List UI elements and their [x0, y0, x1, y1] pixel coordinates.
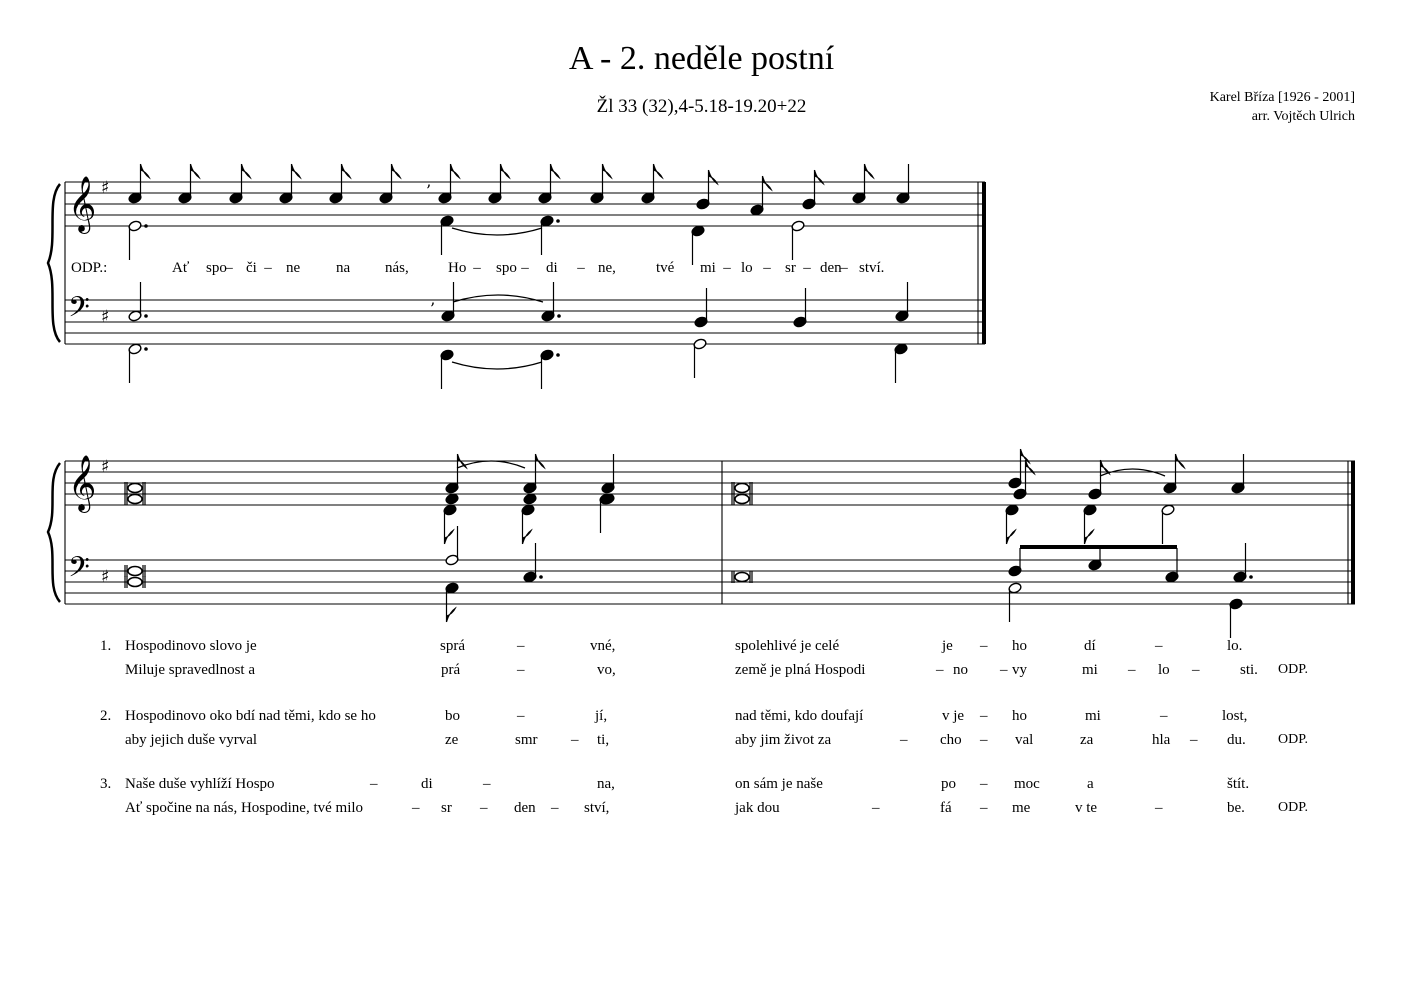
- note: [128, 282, 148, 322]
- verse-number: 1.: [100, 638, 112, 654]
- dot: [144, 347, 148, 351]
- note: [538, 164, 560, 204]
- flag: [141, 164, 150, 178]
- flag: [447, 608, 456, 622]
- note: [540, 215, 560, 255]
- verse-text-segment: štít.: [1227, 776, 1250, 792]
- tie: [452, 228, 542, 235]
- flag: [1007, 530, 1016, 544]
- note: [693, 338, 707, 378]
- verse-text-segment: –: [980, 732, 988, 748]
- system-1-bass-notes: [128, 282, 909, 389]
- sharp-icon: ♯: [101, 567, 110, 587]
- verse-text-segment: fá: [940, 800, 952, 816]
- note: [896, 164, 910, 204]
- refrain-syllable: den: [820, 260, 842, 276]
- note: [691, 225, 705, 265]
- note: [641, 164, 663, 204]
- note: [441, 282, 455, 322]
- note: [128, 220, 148, 260]
- verse-text-segment: no: [953, 662, 968, 678]
- refrain-syllable: Ať: [172, 260, 190, 276]
- verse-text-segment: země je plná Hospodi: [735, 662, 866, 678]
- verse-text-segment: di: [421, 776, 433, 792]
- flag: [242, 164, 251, 178]
- note: [1163, 454, 1185, 494]
- breve-note: [125, 576, 145, 588]
- refrain-syllable: di: [546, 260, 558, 276]
- verse-text-segment: vné,: [590, 638, 616, 654]
- verse-text-segment: –: [551, 800, 559, 816]
- verse-text-segment: je: [942, 638, 953, 654]
- verse-text-segment: val: [1015, 732, 1034, 748]
- verse-text-segment: sr: [441, 800, 452, 816]
- refrain-syllable: mi: [700, 260, 716, 276]
- system-1-soprano-notes: [128, 164, 910, 216]
- note: [440, 215, 454, 255]
- flag: [451, 164, 460, 178]
- verse-text-segment: –: [412, 800, 420, 816]
- note: [379, 164, 401, 204]
- verse-text-segment: hla: [1152, 732, 1171, 748]
- refrain-syllable: spo: [496, 260, 517, 276]
- breve-note: [125, 493, 145, 505]
- bass-clef-icon: 𝄢: [68, 551, 90, 591]
- verse-text-segment: –: [980, 708, 988, 724]
- verse-text-segment: –: [1190, 732, 1198, 748]
- flag: [523, 530, 532, 544]
- flag: [1085, 530, 1094, 544]
- verse-text-segment: den: [514, 800, 536, 816]
- refrain-cue: ODP.: [1278, 800, 1308, 815]
- note: [793, 288, 807, 328]
- verse-text-segment: prá: [441, 662, 461, 678]
- verse-text-segment: cho: [940, 732, 962, 748]
- refrain-syllable: –: [473, 260, 481, 276]
- verse-text-segment: –: [483, 776, 491, 792]
- refrain-cue: ODP.: [1278, 662, 1308, 677]
- verse-text-segment: Hospodinovo slovo je: [125, 638, 257, 654]
- verse-text-segment: on sám je naše: [735, 776, 823, 792]
- refrain-syllable: ství.: [859, 260, 885, 276]
- dot: [539, 575, 543, 579]
- refrain-syllable: –: [840, 260, 848, 276]
- verse-text-segment: Naše duše vyhlíží Hospo: [125, 776, 275, 792]
- note: [279, 164, 301, 204]
- verse-text-segment: v je: [942, 708, 965, 724]
- dot: [1249, 575, 1253, 579]
- refrain-syllable: či: [246, 260, 257, 276]
- verse-text-segment: jí,: [595, 708, 608, 724]
- verse-text-segment: lost,: [1222, 708, 1248, 724]
- psalm-reference: Žl 33 (32),4-5.18-19.20+22: [596, 96, 807, 117]
- note: [178, 164, 200, 204]
- note: [445, 582, 459, 622]
- flag: [292, 164, 301, 178]
- system-2-brace: [48, 463, 60, 602]
- breve-note: [732, 482, 752, 494]
- verse-text-segment: –: [517, 638, 525, 654]
- verse-text-segment: –: [980, 638, 988, 654]
- sharp-icon: ♯: [101, 457, 110, 477]
- refrain-syllable: –: [225, 260, 233, 276]
- bass-clef-icon: 𝄢: [68, 291, 90, 331]
- refrain-syllable: Ho: [448, 260, 467, 276]
- tie: [453, 295, 543, 302]
- dot: [556, 219, 560, 223]
- verse-text-segment: –: [480, 800, 488, 816]
- verse-text-segment: lo.: [1227, 638, 1243, 654]
- note: [438, 164, 460, 204]
- flag: [501, 164, 510, 178]
- sharp-icon: ♯: [101, 178, 110, 198]
- verse-text-segment: dí: [1084, 638, 1096, 654]
- note: [440, 349, 454, 389]
- notehead: [128, 495, 142, 504]
- refrain-lyrics: [71, 260, 884, 276]
- beam: [1020, 545, 1177, 549]
- refrain-syllable: na: [336, 260, 351, 276]
- note: [894, 343, 908, 383]
- breve-note: [125, 565, 145, 577]
- verse-text-segment: po: [941, 776, 956, 792]
- note: [488, 164, 510, 204]
- breath-mark-icon: ’: [430, 299, 436, 318]
- dot: [144, 224, 148, 228]
- notehead: [128, 484, 142, 493]
- note: [1161, 504, 1175, 544]
- verse-text-segment: –: [1192, 662, 1200, 678]
- verse-text-segment: jak dou: [735, 800, 780, 816]
- notehead: [128, 578, 142, 587]
- tie: [457, 461, 525, 468]
- note: [1083, 504, 1097, 544]
- treble-clef-icon: 𝄞: [68, 455, 97, 511]
- verse-text-segment: smr: [515, 732, 538, 748]
- note: [852, 164, 874, 204]
- verse-text-segment: mi: [1085, 708, 1101, 724]
- note: [523, 493, 537, 505]
- note: [694, 288, 708, 328]
- notehead: [445, 493, 459, 505]
- flag: [445, 530, 454, 544]
- refrain-syllable: ne: [286, 260, 301, 276]
- refrain-syllable: nás,: [385, 260, 409, 276]
- verse-text-segment: sprá: [440, 638, 465, 654]
- verse-text-segment: –: [1155, 800, 1163, 816]
- flag: [654, 164, 663, 178]
- note: [523, 454, 545, 494]
- refrain-syllable: –: [763, 260, 771, 276]
- flag: [392, 164, 401, 178]
- verse-text-segment: a: [1087, 776, 1094, 792]
- note: [601, 454, 615, 494]
- verse-text-segment: –: [517, 662, 525, 678]
- verse-text-segment: Miluje spravedlnost a: [125, 662, 255, 678]
- note: [523, 543, 543, 583]
- verse-text-segment: nad těmi, kdo doufají: [735, 708, 864, 724]
- note: [541, 282, 561, 322]
- breve-note: [732, 493, 752, 505]
- verse-number: 3.: [100, 776, 112, 792]
- verse-text-segment: –: [1160, 708, 1168, 724]
- note: [895, 282, 909, 322]
- verse-text-segment: Ať spočine na nás, Hospodine, tvé milo: [125, 800, 364, 816]
- refrain-syllable: –: [803, 260, 811, 276]
- verse-text-segment: vo,: [597, 662, 616, 678]
- flag: [865, 164, 874, 178]
- verse-text-segment: –: [1128, 662, 1136, 678]
- verse-text-segment: du.: [1227, 732, 1246, 748]
- final-barline-thick: [982, 182, 986, 344]
- verse-text-segment: –: [1000, 662, 1008, 678]
- refrain-label: ODP.:: [71, 260, 108, 276]
- note: [445, 493, 459, 505]
- verse-text-segment: –: [980, 776, 988, 792]
- verse-text-segment: ze: [445, 732, 459, 748]
- verse-text-segment: –: [370, 776, 378, 792]
- note: [791, 220, 805, 260]
- note: [329, 164, 351, 204]
- flag: [342, 164, 351, 178]
- refrain-syllable: ne,: [598, 260, 616, 276]
- note: [1231, 454, 1245, 494]
- verse-text-segment: v te: [1075, 800, 1098, 816]
- refrain-syllable: spo: [206, 260, 227, 276]
- composer-name: Karel Bříza [1926 - 2001]: [1209, 90, 1355, 105]
- verse-number: 2.: [100, 708, 112, 724]
- treble-clef-icon: 𝄞: [68, 176, 97, 232]
- note: [590, 164, 612, 204]
- verse-text-segment: ho: [1012, 708, 1027, 724]
- refrain-syllable: sr: [785, 260, 796, 276]
- refrain-syllable: –: [264, 260, 272, 276]
- notehead: [735, 484, 749, 493]
- verse-text-segment: –: [571, 732, 579, 748]
- dot: [557, 314, 561, 318]
- note: [1005, 504, 1019, 544]
- refrain-syllable: –: [521, 260, 529, 276]
- flag: [603, 164, 612, 178]
- refrain-syllable: –: [723, 260, 731, 276]
- sharp-icon: ♯: [101, 307, 110, 327]
- verse-text-segment: –: [936, 662, 944, 678]
- breath-mark-icon: ’: [426, 181, 432, 200]
- verse-text-segment: –: [980, 800, 988, 816]
- note: [445, 454, 467, 494]
- verse-text-segment: mi: [1082, 662, 1098, 678]
- verse-text-segment: lo: [1158, 662, 1170, 678]
- verse-text-segment: bo: [445, 708, 460, 724]
- flag: [191, 164, 200, 178]
- note: [540, 349, 560, 389]
- refrain-syllable: tvé: [656, 260, 675, 276]
- verse-text-segment: me: [1012, 800, 1031, 816]
- note: [1233, 543, 1253, 583]
- verse-text-segment: Hospodinovo oko bdí nad těmi, kdo se ho: [125, 708, 376, 724]
- note: [1008, 582, 1022, 622]
- verse-text-segment: aby jim život za: [735, 732, 832, 748]
- verse-text-segment: ství,: [584, 800, 610, 816]
- system-1-brace: [48, 184, 60, 342]
- verse-text-segment: spolehlivé je celé: [735, 638, 840, 654]
- page-title: A - 2. neděle postní: [568, 40, 835, 77]
- note: [1229, 598, 1243, 638]
- note: [521, 504, 535, 544]
- verse-text-segment: aby jejich duše vyrval: [125, 732, 258, 748]
- system-2-notes: [125, 449, 1253, 638]
- notehead: [128, 567, 142, 576]
- final-barline-thick-2: [1351, 461, 1355, 604]
- system-1-alto-notes: [128, 215, 805, 265]
- flag: [551, 164, 560, 178]
- note: [443, 504, 457, 544]
- tie: [452, 362, 542, 369]
- refrain-syllable: lo: [741, 260, 753, 276]
- note: [229, 164, 251, 204]
- verse-text-segment: sti.: [1240, 662, 1258, 678]
- verse-text-segment: –: [900, 732, 908, 748]
- verse-text-segment: na,: [597, 776, 615, 792]
- verse-text-segment: moc: [1014, 776, 1040, 792]
- arranger-name: arr. Vojtěch Ulrich: [1251, 109, 1355, 124]
- note: [128, 164, 150, 204]
- verse-text-segment: ho: [1012, 638, 1027, 654]
- verse-text-segment: vy: [1012, 662, 1027, 678]
- notehead: [523, 493, 537, 505]
- notehead: [735, 495, 749, 504]
- flag: [763, 176, 772, 190]
- dot: [144, 314, 148, 318]
- verse-text-segment: –: [517, 708, 525, 724]
- refrain-syllable: –: [577, 260, 585, 276]
- refrain-cue: ODP.: [1278, 732, 1308, 747]
- verse-text-segment: –: [872, 800, 880, 816]
- system-2-staves: [65, 461, 1355, 604]
- verse-text-segment: be.: [1227, 800, 1245, 816]
- note: [128, 343, 148, 383]
- verse-text-segment: –: [1155, 638, 1163, 654]
- note: [599, 493, 613, 533]
- notehead: [735, 573, 749, 582]
- breve-note: [125, 482, 145, 494]
- verse-text-segment: ti,: [597, 732, 610, 748]
- dot: [556, 353, 560, 357]
- verse-text-segment: za: [1080, 732, 1094, 748]
- breve-note: [732, 571, 752, 583]
